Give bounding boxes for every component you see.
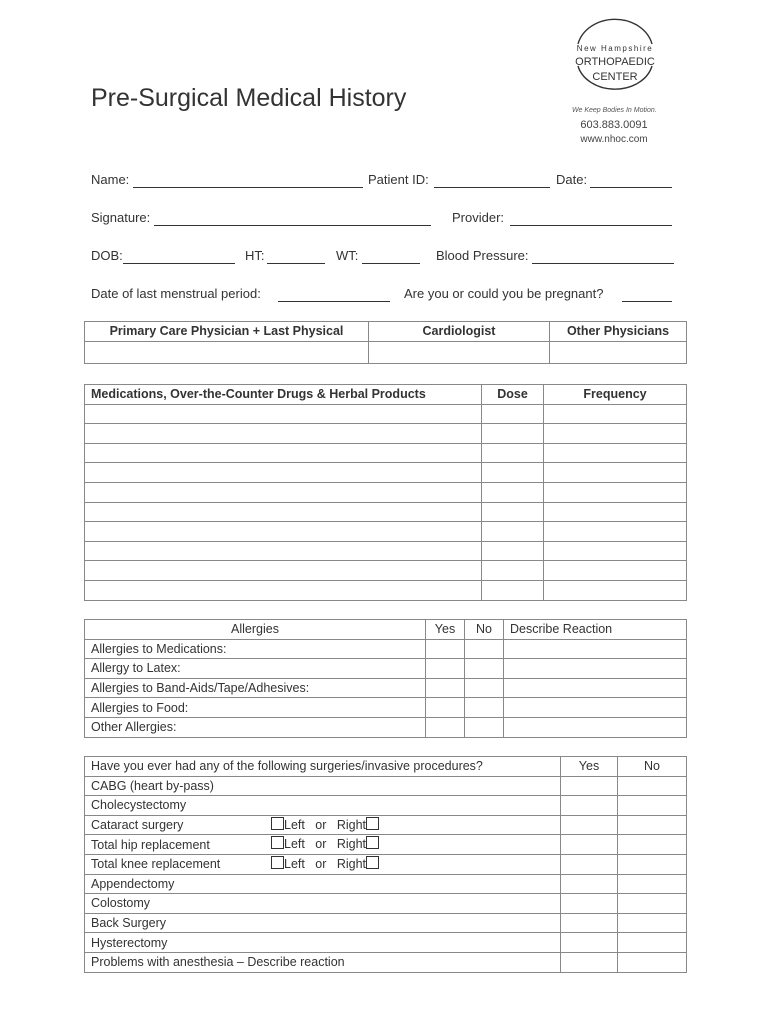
surgery-row: [85, 776, 687, 796]
medications-header-dose: Dose: [482, 385, 544, 405]
allergies-header-yes: Yes: [426, 620, 465, 640]
dose-cell[interactable]: [482, 424, 544, 444]
surgery-yes-cell[interactable]: [561, 815, 618, 835]
surgery-yes-cell[interactable]: [561, 796, 618, 816]
frequency-cell[interactable]: [544, 561, 687, 581]
frequency-cell[interactable]: [544, 482, 687, 502]
surgery-no-cell[interactable]: [618, 933, 687, 953]
surgery-label-cell: [85, 835, 561, 855]
blood-pressure-label: Blood Pressure:: [436, 248, 529, 263]
other-physicians-cell[interactable]: [550, 341, 687, 363]
allergy-row: [85, 678, 687, 698]
surgery-row: [85, 874, 687, 894]
wt-label: WT:: [336, 248, 359, 263]
field-row-name: [0, 172, 770, 192]
surgery-yes-cell[interactable]: [561, 952, 618, 972]
surgery-label: Problems with anesthesia – Describe reaction: [85, 952, 561, 972]
dose-cell[interactable]: [482, 482, 544, 502]
frequency-cell[interactable]: [544, 580, 687, 600]
logo-line1: New Hampshire: [576, 44, 654, 53]
surgery-no-cell[interactable]: [618, 776, 687, 796]
dose-cell[interactable]: [482, 522, 544, 542]
medication-row: [85, 580, 687, 600]
patient-id-label: Patient ID:: [368, 172, 429, 187]
medication-row: [85, 522, 687, 542]
allergy-label: Allergies to Band-Aids/Tape/Adhesives:: [85, 678, 426, 698]
surgeries-header-question: Have you ever had any of the following surgeries/invasive procedures?: [85, 757, 561, 777]
or-label: or: [315, 856, 327, 871]
allergy-row: [85, 698, 687, 718]
surgery-label: Appendectomy: [85, 874, 561, 894]
medication-cell[interactable]: [85, 424, 482, 444]
dose-cell[interactable]: [482, 443, 544, 463]
allergy-no-cell[interactable]: [465, 698, 504, 718]
medication-row: [85, 561, 687, 581]
patient-id-field[interactable]: [434, 187, 550, 188]
surgery-yes-cell[interactable]: [561, 776, 618, 796]
surgery-label: Back Surgery: [85, 913, 561, 933]
physicians-header-row: [85, 322, 687, 342]
provider-label: Provider:: [452, 210, 505, 225]
medication-cell[interactable]: [85, 463, 482, 483]
surgery-row: [85, 913, 687, 933]
medication-row: [85, 443, 687, 463]
or-label: or: [315, 817, 327, 832]
medication-row: [85, 463, 687, 483]
surgeries-table: [84, 756, 687, 973]
allergy-yes-cell[interactable]: [426, 639, 465, 659]
surgery-no-cell[interactable]: [618, 952, 687, 972]
allergy-reaction-cell[interactable]: [504, 659, 687, 679]
physicians-table: [84, 321, 687, 364]
medications-table: [84, 384, 687, 601]
surgery-row: [85, 894, 687, 914]
left-checkbox[interactable]: [271, 836, 284, 849]
allergies-header-reaction: Describe Reaction: [504, 620, 687, 640]
frequency-cell[interactable]: [544, 522, 687, 542]
pregnant-label: Are you or could you be pregnant?: [404, 286, 604, 301]
allergy-reaction-cell[interactable]: [504, 698, 687, 718]
logo-line3: CENTER: [592, 71, 638, 83]
primary-physician-cell[interactable]: [85, 341, 369, 363]
surgery-row: [85, 933, 687, 953]
left-label: Left: [284, 856, 305, 871]
dob-field[interactable]: [123, 263, 235, 264]
surgeries-header-no: No: [618, 757, 687, 777]
field-row-menstrual: [0, 286, 770, 306]
allergies-table: [84, 619, 687, 738]
allergy-yes-cell[interactable]: [426, 717, 465, 737]
dose-cell[interactable]: [482, 463, 544, 483]
allergy-label: Other Allergies:: [85, 717, 426, 737]
frequency-cell[interactable]: [544, 502, 687, 522]
surgery-label: Hysterectomy: [85, 933, 561, 953]
surgery-row: [85, 952, 687, 972]
frequency-cell[interactable]: [544, 463, 687, 483]
allergy-label: Allergy to Latex:: [85, 659, 426, 679]
medication-cell[interactable]: [85, 522, 482, 542]
page-title: Pre-Surgical Medical History: [91, 84, 407, 112]
medication-row: [85, 541, 687, 561]
surgery-yes-cell[interactable]: [561, 835, 618, 855]
field-row-signature: [0, 210, 770, 230]
right-checkbox[interactable]: [366, 817, 379, 830]
logo-line2: ORTHOPAEDIC: [575, 56, 655, 68]
allergy-no-cell[interactable]: [465, 678, 504, 698]
allergy-no-cell[interactable]: [465, 659, 504, 679]
field-row-vitals: [0, 248, 770, 268]
dose-cell[interactable]: [482, 580, 544, 600]
left-checkbox[interactable]: [271, 856, 284, 869]
surgery-label: Colostomy: [85, 894, 561, 914]
surgery-label: Total hip replacement: [91, 837, 210, 852]
laterality-hip: [271, 836, 379, 851]
medications-header-name: Medications, Over-the-Counter Drugs & Herbal Products: [85, 385, 482, 405]
allergies-header-row: [85, 620, 687, 640]
surgery-label: Cholecystectomy: [85, 796, 561, 816]
contact-website: www.nhoc.com: [580, 134, 648, 145]
surgery-no-cell[interactable]: [618, 894, 687, 914]
surgery-label: CABG (heart by-pass): [85, 776, 561, 796]
surgery-no-cell[interactable]: [618, 796, 687, 816]
allergies-header-title: Allergies: [85, 620, 426, 640]
surgery-label: Cataract surgery: [91, 818, 184, 833]
surgery-row: [85, 796, 687, 816]
surgery-no-cell[interactable]: [618, 874, 687, 894]
allergy-reaction-cell[interactable]: [504, 717, 687, 737]
medication-cell[interactable]: [85, 404, 482, 424]
surgery-no-cell[interactable]: [618, 913, 687, 933]
name-label: Name:: [91, 172, 130, 187]
laterality-knee: [271, 856, 379, 871]
surgeries-header-row: [85, 757, 687, 777]
medication-cell[interactable]: [85, 502, 482, 522]
lmp-label: Date of last menstrual period:: [91, 286, 261, 301]
right-label: Right: [336, 856, 367, 871]
allergy-row: [85, 659, 687, 679]
dob-label: DOB:: [91, 248, 123, 263]
allergies-header-no: No: [465, 620, 504, 640]
surgery-label-cell: [85, 854, 561, 874]
logo-tagline: We Keep Bodies In Motion.: [572, 107, 657, 114]
surgery-yes-cell[interactable]: [561, 854, 618, 874]
name-field[interactable]: [133, 187, 363, 188]
physicians-header-other: Other Physicians: [550, 322, 687, 342]
allergy-yes-cell[interactable]: [426, 698, 465, 718]
right-checkbox[interactable]: [366, 836, 379, 849]
medications-header-frequency: Frequency: [544, 385, 687, 405]
medication-row: [85, 424, 687, 444]
surgery-row: [85, 854, 687, 874]
allergy-label: Allergies to Food:: [85, 698, 426, 718]
blood-pressure-field[interactable]: [532, 263, 674, 264]
medication-cell[interactable]: [85, 561, 482, 581]
surgery-no-cell[interactable]: [618, 854, 687, 874]
surgery-yes-cell[interactable]: [561, 913, 618, 933]
surgery-no-cell[interactable]: [618, 815, 687, 835]
frequency-cell[interactable]: [544, 443, 687, 463]
medication-row: [85, 482, 687, 502]
signature-label: Signature:: [91, 210, 151, 225]
date-field[interactable]: [590, 187, 672, 188]
allergy-label: Allergies to Medications:: [85, 639, 426, 659]
allergy-no-cell[interactable]: [465, 717, 504, 737]
medications-header-row: [85, 385, 687, 405]
physicians-entry-row: [85, 341, 687, 363]
left-label: Left: [284, 837, 305, 852]
right-label: Right: [336, 817, 367, 832]
dose-cell[interactable]: [482, 502, 544, 522]
allergy-yes-cell[interactable]: [426, 659, 465, 679]
or-label: or: [315, 837, 327, 852]
dose-cell[interactable]: [482, 541, 544, 561]
ht-label: HT:: [245, 248, 265, 263]
ht-field[interactable]: [267, 263, 325, 264]
lmp-field[interactable]: [278, 301, 390, 302]
wt-field[interactable]: [362, 263, 420, 264]
laterality-cataract: [271, 817, 379, 832]
allergy-reaction-cell[interactable]: [504, 678, 687, 698]
dose-cell[interactable]: [482, 561, 544, 581]
medication-cell[interactable]: [85, 541, 482, 561]
surgery-label-cell: [85, 815, 561, 835]
surgery-no-cell[interactable]: [618, 835, 687, 855]
allergy-no-cell[interactable]: [465, 639, 504, 659]
surgery-yes-cell[interactable]: [561, 874, 618, 894]
allergy-reaction-cell[interactable]: [504, 639, 687, 659]
medication-cell[interactable]: [85, 443, 482, 463]
frequency-cell[interactable]: [544, 424, 687, 444]
signature-field[interactable]: [154, 225, 431, 226]
left-checkbox[interactable]: [271, 817, 284, 830]
right-label: Right: [336, 837, 367, 852]
surgeries-header-yes: Yes: [561, 757, 618, 777]
date-label: Date:: [556, 172, 588, 187]
provider-field[interactable]: [510, 225, 672, 226]
surgery-row: [85, 835, 687, 855]
surgery-yes-cell[interactable]: [561, 894, 618, 914]
surgery-label: Total knee replacement: [91, 857, 221, 872]
allergy-row: [85, 717, 687, 737]
physicians-header-cardiologist: Cardiologist: [369, 322, 550, 342]
surgery-yes-cell[interactable]: [561, 933, 618, 953]
medication-cell[interactable]: [85, 482, 482, 502]
physicians-header-primary: Primary Care Physician + Last Physical: [85, 322, 369, 342]
left-label: Left: [284, 817, 305, 832]
medication-row: [85, 404, 687, 424]
frequency-cell[interactable]: [544, 541, 687, 561]
allergy-yes-cell[interactable]: [426, 678, 465, 698]
contact-phone: 603.883.0091: [580, 119, 648, 131]
right-checkbox[interactable]: [366, 856, 379, 869]
cardiologist-cell[interactable]: [369, 341, 550, 363]
pregnant-field[interactable]: [622, 301, 672, 302]
frequency-cell[interactable]: [544, 404, 687, 424]
surgery-row: [85, 815, 687, 835]
allergy-row: [85, 639, 687, 659]
medication-row: [85, 502, 687, 522]
dose-cell[interactable]: [482, 404, 544, 424]
medication-cell[interactable]: [85, 580, 482, 600]
